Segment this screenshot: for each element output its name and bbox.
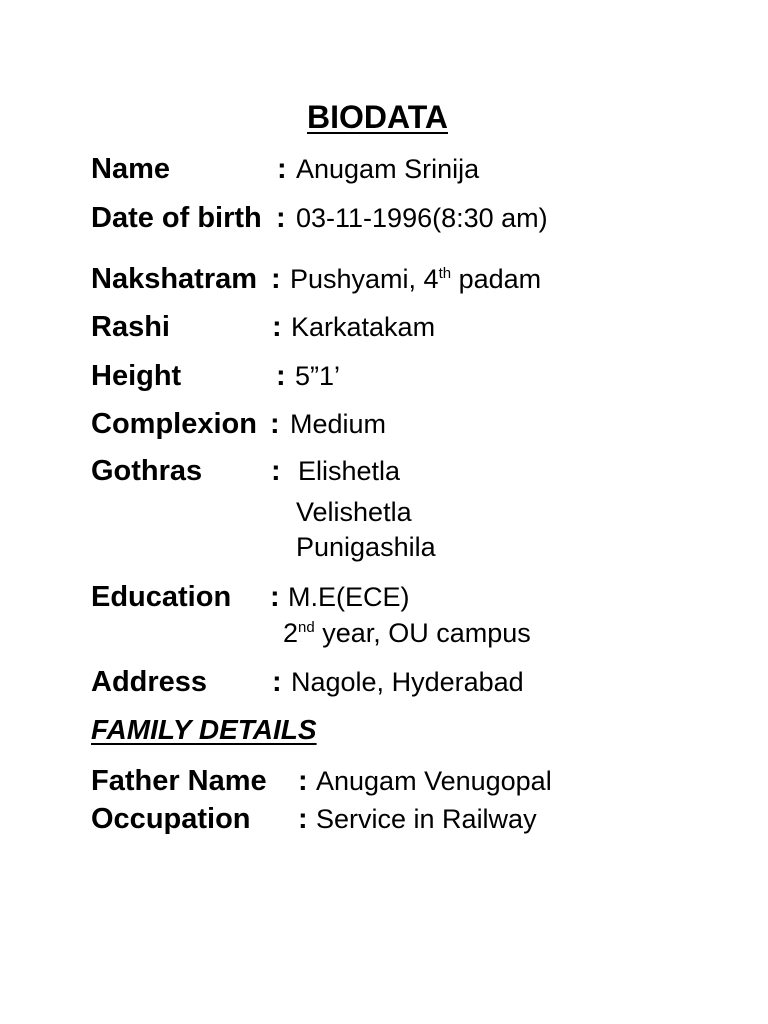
height-label: Height (91, 360, 182, 392)
gothra-item: Punigashila (296, 532, 436, 562)
dob-label: Date of birth (91, 202, 262, 234)
complexion-value: Medium (290, 409, 387, 439)
gothras-label: Gothras (91, 455, 203, 487)
rashi-label: Rashi (91, 311, 170, 343)
family-details-heading: FAMILY DETAILS (91, 714, 317, 745)
complexion-colon: : (270, 408, 280, 440)
rashi-value: Karkatakam (291, 312, 436, 342)
height-value: 5”1’ (295, 361, 341, 391)
nakshatram-value: Pushyami, 4th padam (290, 264, 542, 294)
father-name-colon: : (298, 765, 308, 797)
complexion-label: Complexion (91, 408, 257, 440)
occupation-colon: : (298, 803, 308, 835)
education-label: Education (91, 581, 232, 613)
gothra-item: Velishetla (296, 497, 412, 527)
address-value: Nagole, Hyderabad (291, 667, 524, 697)
rashi-colon: : (272, 311, 282, 343)
nakshatram-colon: : (271, 263, 281, 295)
dob-colon: : (276, 202, 286, 234)
education-value-line2: 2nd year, OU campus (283, 618, 531, 648)
page-title: BIODATA (307, 99, 449, 135)
occupation-label: Occupation (91, 803, 251, 835)
education-colon: : (270, 581, 280, 613)
name-value: Anugam Srinija (296, 154, 480, 184)
occupation-value: Service in Railway (316, 804, 537, 834)
name-colon: : (277, 153, 287, 185)
nakshatram-label: Nakshatram (91, 263, 258, 295)
education-value-line1: M.E(ECE) (288, 582, 410, 612)
address-label: Address (91, 666, 208, 698)
father-name-value: Anugam Venugopal (316, 766, 552, 796)
height-colon: : (276, 360, 286, 392)
gothras-colon: : (271, 455, 281, 487)
father-name-label: Father Name (91, 765, 267, 797)
gothra-item: Elishetla (298, 456, 401, 486)
dob-value: 03-11-1996(8:30 am) (296, 203, 548, 233)
name-label: Name (91, 153, 170, 185)
address-colon: : (272, 666, 282, 698)
